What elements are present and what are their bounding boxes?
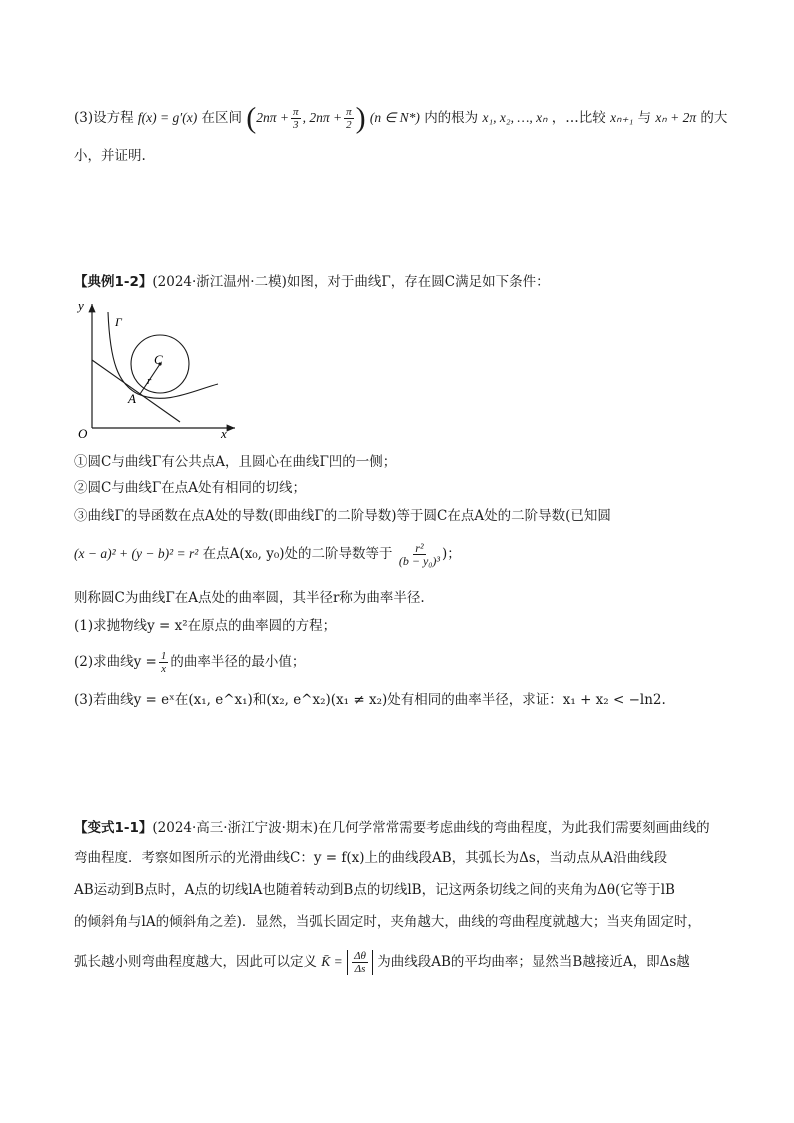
condition: (n ∈ N*) (369, 110, 420, 125)
variant-line-2: 弯曲程度．考察如图所示的光滑曲线C：y = f(x)上的曲线段AB，其弧长为Δs，当动点从A沿曲线段 (74, 850, 668, 866)
fraction (159, 650, 169, 675)
condition-1: ①圆C与曲线Γ有公共点A，且圆心在曲线Γ凹的一侧； (74, 454, 397, 470)
fraction (352, 950, 368, 975)
text: 在几何学常常需要考虑曲线的弯曲程度，为此我们需要刻画曲线的 (318, 820, 710, 836)
text: (2)求曲线y = (74, 654, 157, 670)
abs-bars (347, 950, 373, 975)
num: Δθ (354, 950, 366, 962)
den: 2 (346, 119, 352, 131)
q3-line-2: 小，并证明. (74, 148, 146, 164)
xn2: xₙ + 2π (655, 110, 697, 125)
den: x (161, 663, 167, 675)
fraction (399, 542, 440, 567)
text: 在区间 (201, 110, 242, 126)
interval: 2nπ + (256, 110, 290, 125)
source: (2024·浙江温州·二模) (152, 274, 287, 290)
paren: ) (355, 101, 366, 135)
text: 的大 (700, 110, 728, 126)
text: 的曲率半径的最小值； (170, 654, 306, 670)
origin-label: O (78, 426, 88, 441)
intro: 如图，对于曲线Γ，存在圆C满足如下条件： (286, 274, 550, 290)
condition-2: ②圆C与曲线Γ在点A处有相同的切线； (74, 480, 306, 496)
roots: x₁, x₂, …, xₙ (482, 110, 548, 125)
problem-1: (1)求抛物线y = x²在原点的曲率圆的方程； (74, 618, 337, 634)
example-tag: 【典例1-2】 (74, 274, 153, 290)
fraction (291, 106, 301, 131)
c-label: C (154, 352, 163, 367)
text: 在点A(x₀, y₀)处的二阶导数等于 (202, 546, 393, 562)
condition-3b (74, 542, 461, 567)
problem-3: (3)若曲线y = eˣ在(x₁, e^x₁)和(x₂, e^x₂)(x₁ ≠ x₂)处有相同的曲率半径，求证：x₁ + x₂ < −ln2. (74, 692, 666, 708)
den: 3 (293, 119, 299, 131)
definition: 则称圆C为曲线Γ在A点处的曲率圆，其半径r称为曲率半径. (74, 590, 425, 606)
gamma-label: Γ (115, 315, 122, 329)
variant-line-4: 的倾斜角与lA的倾斜角之差)．显然，当弧长固定时，夹角越大，曲线的弯曲程度就越大；当夹角固定时， (74, 914, 701, 930)
k-bar: K̄ = (321, 954, 343, 969)
equation: f(x) = g′(x) (137, 110, 198, 125)
circle-equation: (x − a)² + (y − b)² = r² (74, 546, 199, 561)
text: 为曲线段AB的平均曲率；显然当B越接近A，即Δs越 (377, 954, 690, 970)
text: 与 (637, 110, 652, 126)
text: 内的根为 (424, 110, 479, 126)
variant-tag: 【变式1-1】 (74, 820, 153, 836)
text: )； (442, 546, 461, 562)
xn1: xₙ₊₁ (610, 110, 634, 125)
variant-line-3: AB运动到B点时，A点的切线lA也随着转动到B点的切线lB，记这两条切线之间的夹角为Δθ(它等于lB (74, 882, 675, 898)
paren: ( (246, 101, 257, 135)
example-header (74, 272, 550, 292)
condition-3a: ③曲线Γ的导函数在点A处的导数(即曲线Γ的二阶导数)等于圆C在点A处的二阶导数(已知圆 (74, 508, 611, 524)
text: ，…比较 (551, 110, 606, 126)
num: 1 (160, 650, 167, 662)
y-label: y (78, 298, 84, 313)
variant-line-1 (74, 818, 710, 838)
r-label: r (147, 375, 152, 387)
problem-2 (74, 650, 305, 675)
tangent-line (92, 360, 180, 422)
curvature-figure (70, 292, 250, 442)
num: r² (415, 541, 424, 555)
q3-line-1 (74, 101, 728, 135)
den: (b − y₀)³ (398, 554, 441, 568)
curve-gamma (108, 312, 218, 398)
source: (2024·高三·浙江宁波·期末) (152, 820, 319, 836)
fraction (344, 106, 354, 131)
den: Δs (354, 963, 366, 975)
num: π (293, 106, 299, 118)
x-label: x (221, 426, 227, 441)
a-label: A (128, 391, 136, 406)
variant-line-5 (74, 950, 690, 975)
text: (3)设方程 (74, 110, 134, 126)
text: 弧长越小则弯曲程度越大，因此可以定义 (74, 954, 317, 970)
num: π (346, 106, 352, 118)
interval: , 2nπ + (302, 110, 343, 125)
